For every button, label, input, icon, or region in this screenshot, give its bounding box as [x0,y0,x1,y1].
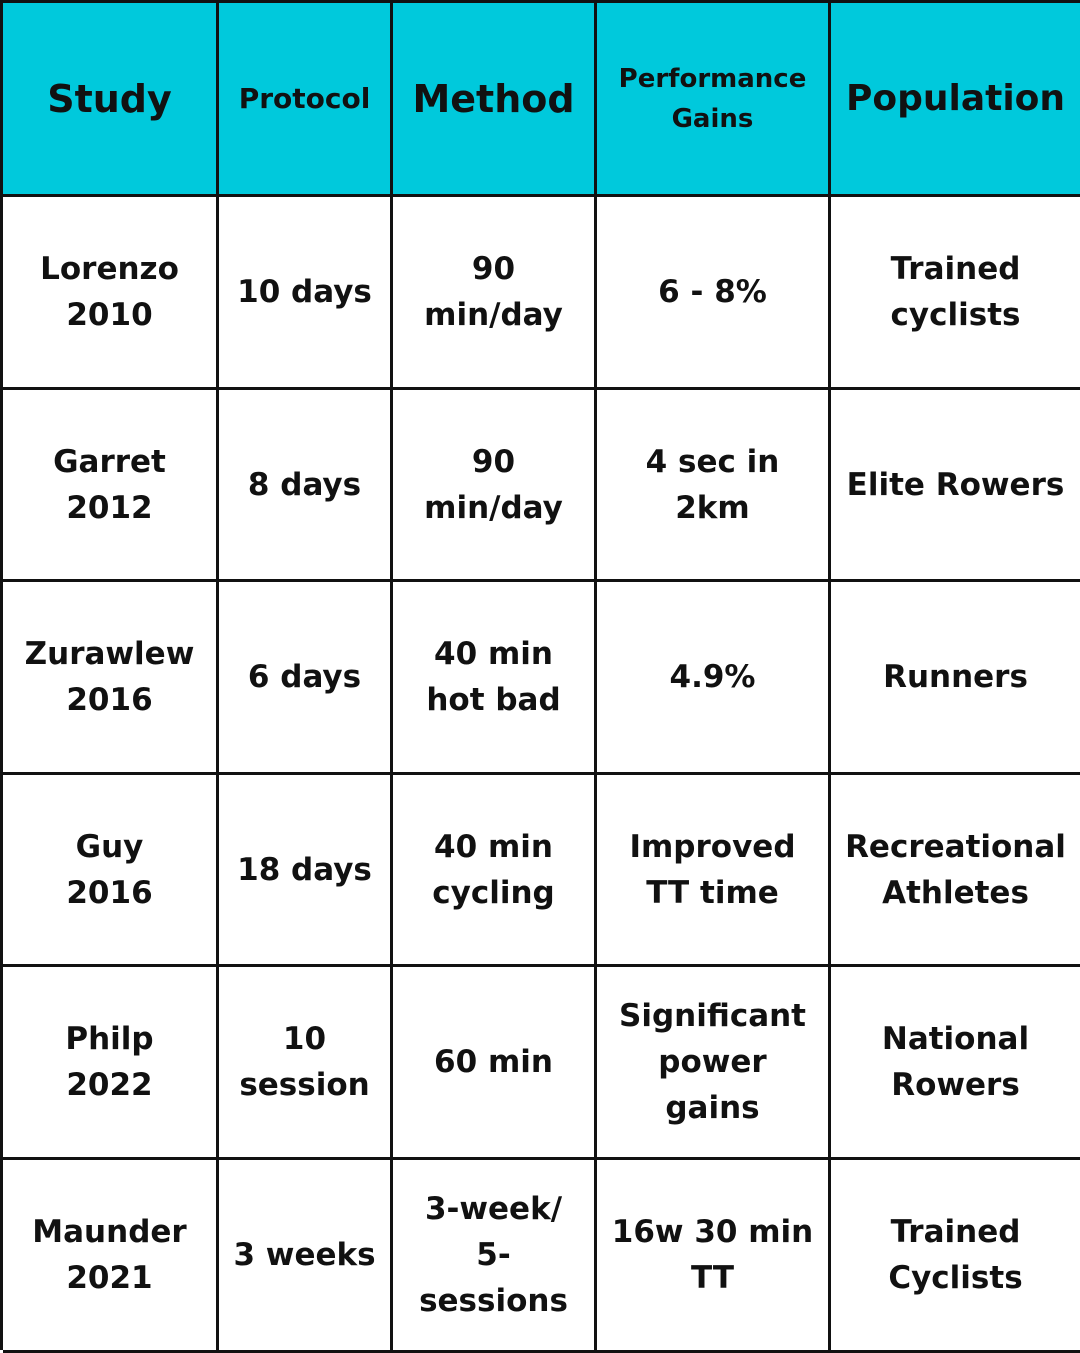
cell-population: Elite Rowers [831,390,1080,582]
cell-method: 60 min [393,967,597,1160]
header-protocol: Protocol [219,3,393,197]
cell-study: Zurawlew 2016 [3,582,219,775]
cell-method: 90 min/day [393,390,597,582]
header-method: Method [393,3,597,197]
cell-performance-gains: 6 - 8% [597,197,831,390]
cell-performance-gains: Improved TT time [597,775,831,967]
cell-population: National Rowers [831,967,1080,1160]
cell-population: Recreational Athletes [831,775,1080,967]
header-population: Population [831,3,1080,197]
cell-method: 3-week/ 5- sessions [393,1160,597,1353]
cell-population: Trained Cyclists [831,1160,1080,1353]
cell-study: Garret 2012 [3,390,219,582]
cell-method: 90 min/day [393,197,597,390]
cell-performance-gains: 16w 30 min TT [597,1160,831,1353]
header-study: Study [3,3,219,197]
cell-performance-gains: Significant power gains [597,967,831,1160]
cell-study: Maunder 2021 [3,1160,219,1353]
cell-protocol: 6 days [219,582,393,775]
cell-method: 40 min hot bad [393,582,597,775]
cell-protocol: 18 days [219,775,393,967]
cell-population: Trained cyclists [831,197,1080,390]
cell-protocol: 3 weeks [219,1160,393,1353]
cell-study: Lorenzo 2010 [3,197,219,390]
cell-performance-gains: 4 sec in 2km [597,390,831,582]
cell-study: Guy 2016 [3,775,219,967]
cell-protocol: 8 days [219,390,393,582]
cell-method: 40 min cycling [393,775,597,967]
cell-protocol: 10 days [219,197,393,390]
cell-population: Runners [831,582,1080,775]
cell-protocol: 10 session [219,967,393,1160]
cell-performance-gains: 4.9% [597,582,831,775]
cell-study: Philp 2022 [3,967,219,1160]
header-performance-gains: Performance Gains [597,3,831,197]
